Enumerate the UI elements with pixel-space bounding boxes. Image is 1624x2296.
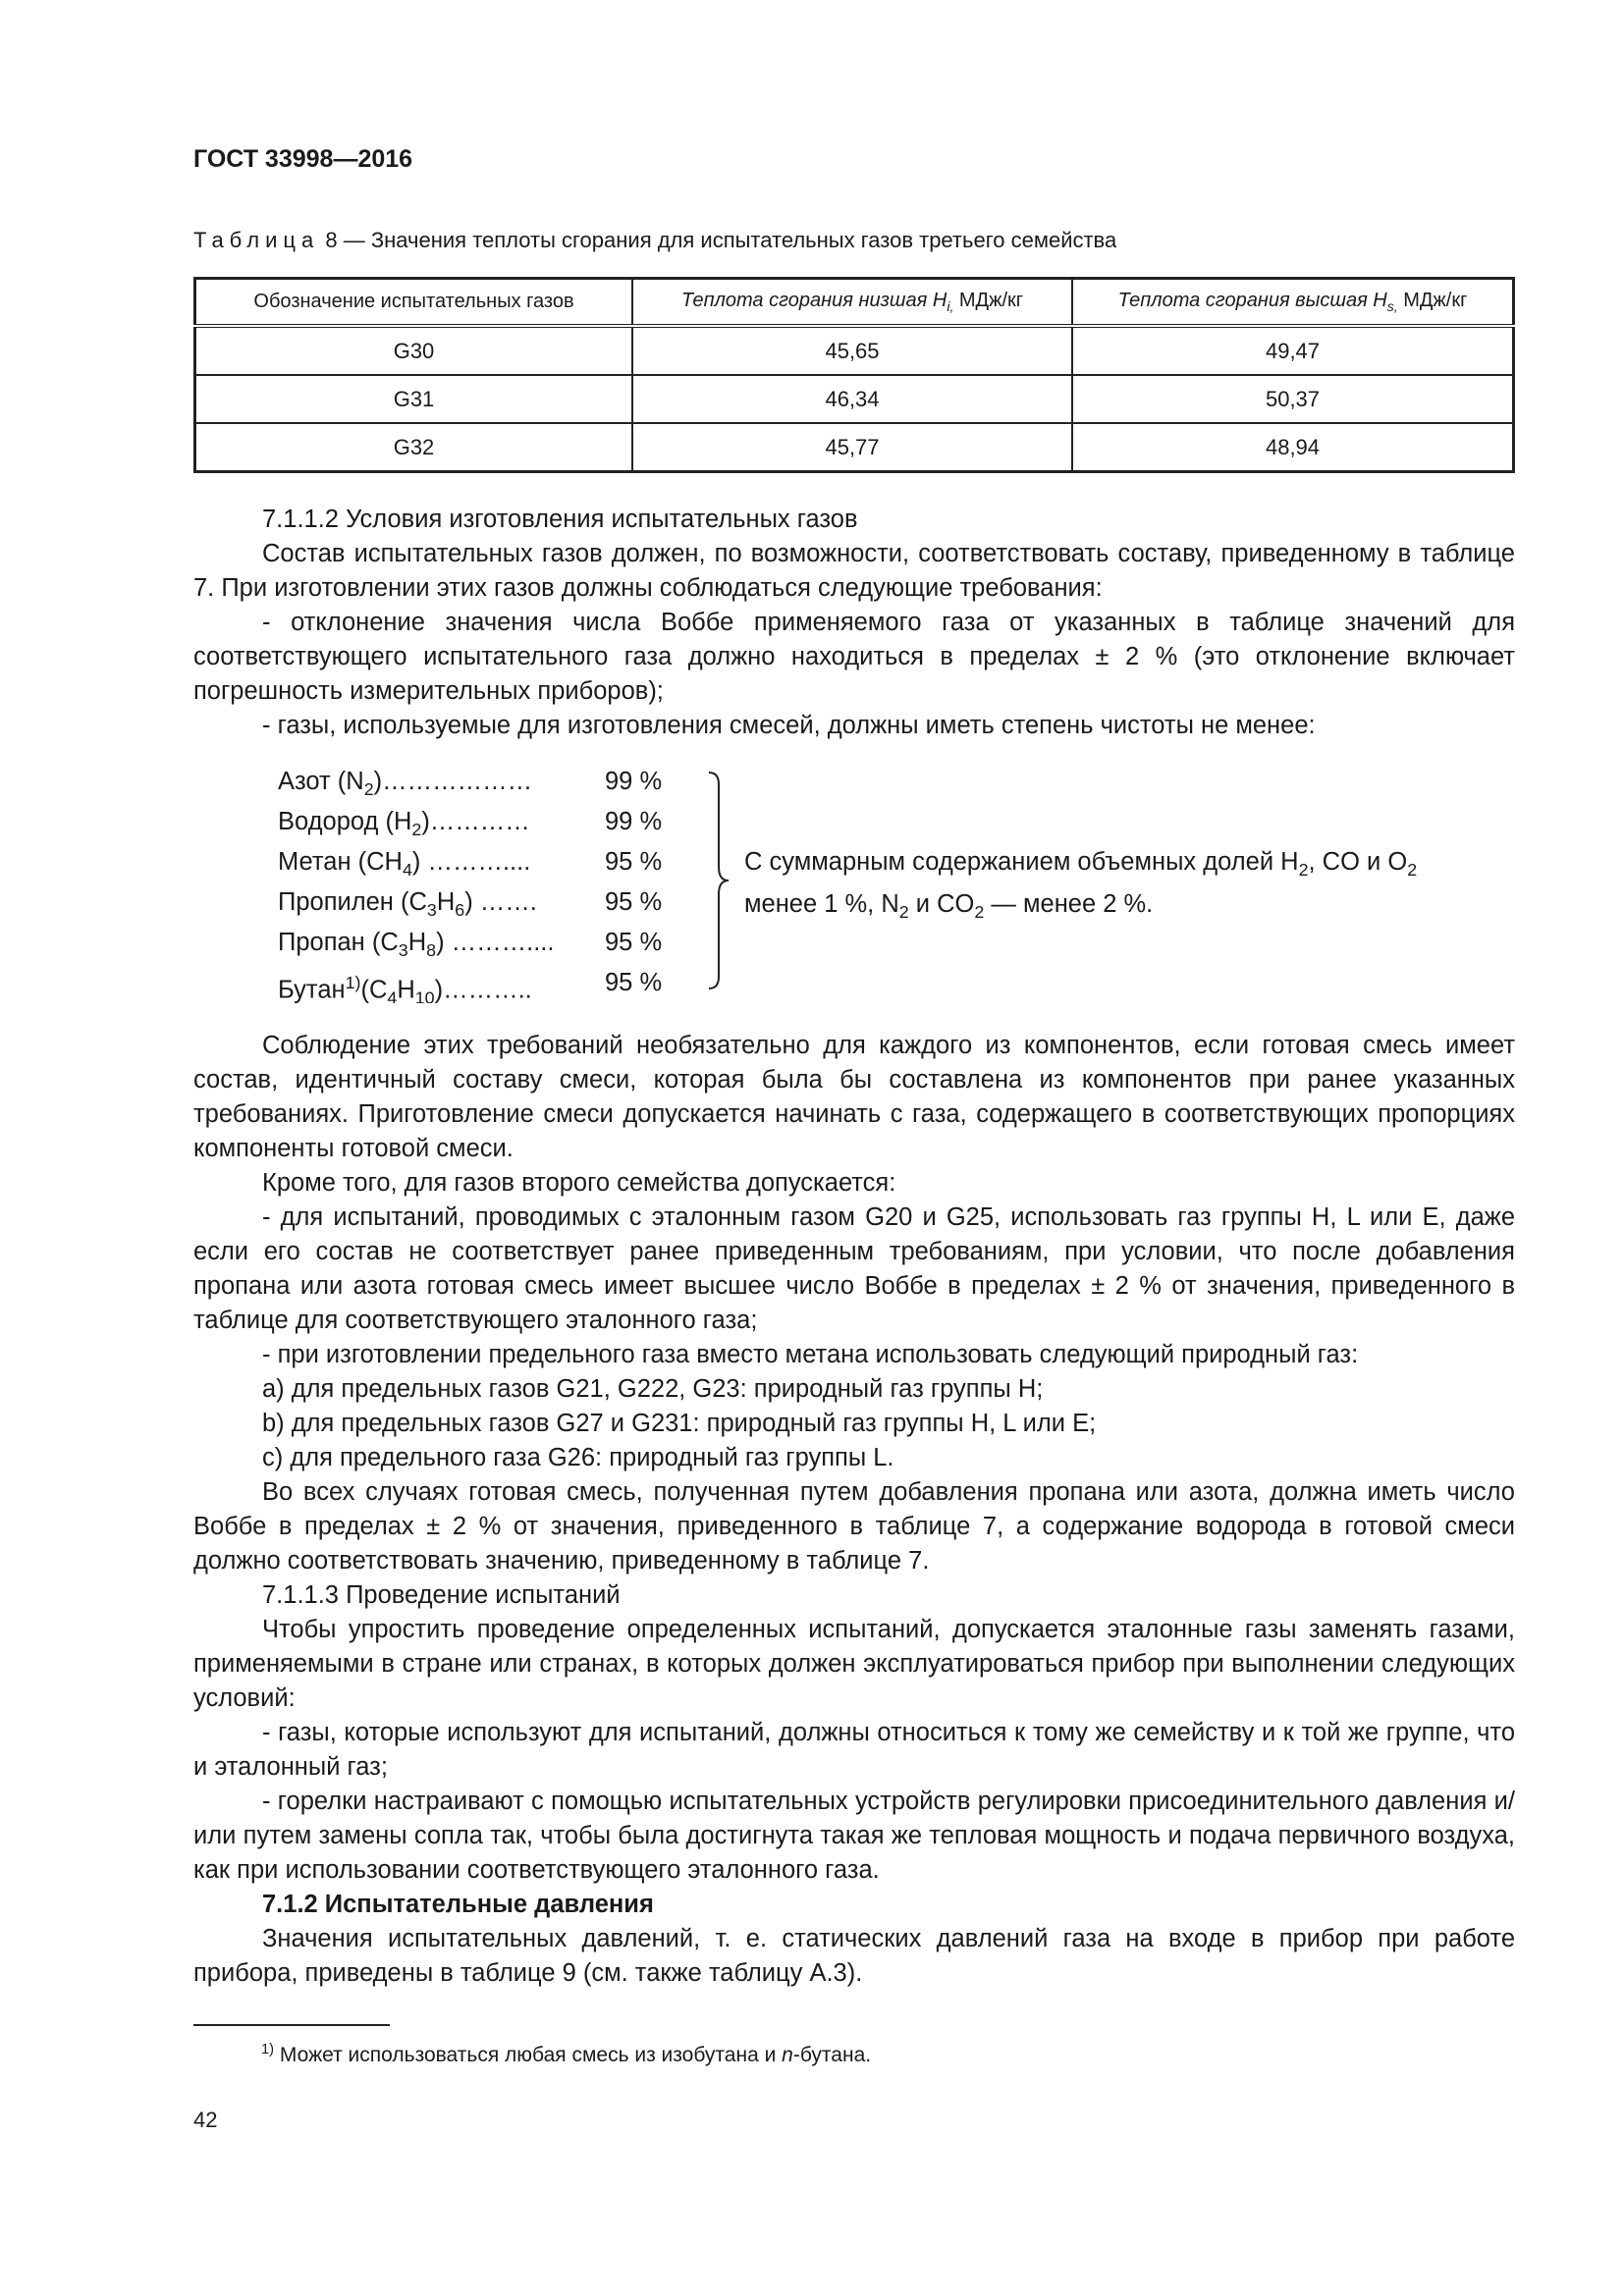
body-text — [193, 1029, 1515, 1991]
section-heading: 7.1.1.2 Условия изготовления испытательных газов — [262, 506, 858, 533]
cell-lower-heat: 45,65 — [632, 326, 1072, 375]
paragraph: - для испытаний, проводимых с эталонным газом G20 и G25, использовать газ группы H, L или E, даже если его состав не соответствует ранее приведенным требованиям, при условии, что после добавления пропана или азота готовая смесь имеет высшее число Воббе в пределах ± 2 % от значения, приведенного в таблице для соответствующего эталонного газа; — [193, 1203, 1515, 1334]
table-row — [195, 423, 1514, 472]
footnote: $^{1)}$ Может использоваться любая смесь из изобутана и n-бутана. — [261, 2042, 872, 2066]
cell-gas: G31 — [195, 375, 633, 423]
cell-gas: G30 — [195, 326, 633, 375]
brace-note-line-2: менее 1 %, $N_2$ и $CO_2$ — менее 2 %. — [744, 890, 1154, 923]
column-header-gas: Обозначение испытательных газов — [195, 279, 633, 327]
table-row — [195, 326, 1514, 375]
list-item: $Бутан^{1)}(C_4H_{10})\dots\dots\dots$.. 95 % — [278, 969, 663, 1003]
paragraph: - отклонение значения числа Воббе применяемого газа от указанных в таблице значений для соответствующего испытательного газа должно находиться в пределах ± 2 % (это отклонение включает погрешность измерительных приборов); — [193, 609, 1515, 705]
paragraph: - газы, используемые для изготовления смесей, должны иметь степень чистоты не менее: — [262, 712, 1316, 739]
paragraph: Значения испытательных давлений, т. е. статических давлений газа на входе в прибор при работе прибора, приведены в таблице 9 (см. также таблицу А.3). — [193, 1925, 1515, 1987]
table-row — [195, 375, 1514, 423]
list-item: Метан $(CH_4)$ ……….... 95 % — [278, 848, 663, 881]
cell-lower-heat: 45,77 — [632, 423, 1072, 472]
paragraph: - при изготовлении предельного газа вместо метана использовать следующий природный газ: — [262, 1341, 1359, 1368]
paragraph: - газы, которые используют для испытаний, должны относиться к тому же семейству и к той же группе, что и эталонный газ; — [193, 1719, 1515, 1781]
paragraph: Кроме того, для газов второго семейства допускается: — [262, 1169, 896, 1197]
cell-higher-heat: 49,47 — [1072, 326, 1514, 375]
table-caption-text: 8 — Значения теплоты сгорания для испытательных газов третьего семейства — [319, 228, 1117, 252]
paragraph: Соблюдение этих требований необязательно для каждого из компонентов, если готовая смесь имеет состав, идентичный составу смеси, которая была бы составлена из компонентов при ранее указанных требованиях. Приготовление смеси допускается начинать с газа, содержащего в соответствующих пропорциях компоненты готовой смеси. — [193, 1032, 1515, 1162]
list-item: Пропан $(C_3H_8)$ ……….... 95 % — [278, 929, 663, 961]
table-header-row — [195, 279, 1514, 327]
page-number: 42 — [193, 2108, 218, 2132]
paragraph: Состав испытательных газов должен, по возможности, соответствовать составу, приведенному в таблице 7. При изготовлении этих газов должны соблюдаться следующие требования: — [193, 540, 1515, 602]
table-caption — [193, 228, 1116, 253]
paragraph: Чтобы упростить проведение определенных испытаний, допускается эталонные газы заменять газами, применяемыми в стране или странах, в которых должен эксплуатироваться прибор при выполнении следующих условий: — [193, 1616, 1515, 1712]
list-item: Азот $(N_2)\dots\dots\dots\dots\dots\dots$ 99 % — [278, 768, 663, 800]
paragraph: Во всех случаях готовая смесь, полученная путем добавления пропана или азота, должна иметь число Воббе в пределах ± 2 % от значения, приведенного в таблице 7, а содержание водорода в готовой смеси должно соответствовать значению, приведенному в таблице 7. — [193, 1478, 1515, 1575]
right-brace-icon — [705, 771, 734, 990]
heat-of-combustion-table — [193, 277, 1515, 473]
column-header-higher-heat: Теплота сгорания высшая $H_{s,}$ МДж/кг — [1072, 279, 1514, 327]
footnote-mark: 1) — [261, 2042, 275, 2057]
section-heading: 7.1.1.3 Проведение испытаний — [262, 1581, 621, 1609]
table-caption-label: Таблица — [193, 228, 320, 252]
paragraph: - горелки настраивают с помощью испытательных устройств регулировки присоединительного давления и/или путем замены сопла так, чтобы была достигнута такая же тепловая мощность и подача первичного воздуха, как при использовании соответствующего эталонного газа. — [193, 1788, 1515, 1884]
brace-note — [744, 845, 1520, 930]
list-item: c) для предельного газа G26: природный газ группы L. — [262, 1444, 894, 1471]
list-item: Водород $(H_2)\dots\dots\dots\dots$ 99 % — [278, 808, 663, 840]
cell-lower-heat: 46,34 — [632, 375, 1072, 423]
list-item: a) для предельных газов G21, G222, G23: природный газ группы H; — [262, 1375, 1044, 1403]
cell-higher-heat: 50,37 — [1072, 375, 1514, 423]
cell-gas: G32 — [195, 423, 633, 472]
column-header-lower-heat: Теплота сгорания низшая $H_{i,}$ МДж/кг — [632, 279, 1072, 327]
list-item: b) для предельных газов G27 и G231: природный газ группы H, L или E; — [262, 1410, 1097, 1437]
footnote-divider — [193, 2024, 390, 2026]
purity-list — [278, 762, 674, 1003]
brace-note-line-1: С суммарным содержанием объемных долей $H_2$, CO и $O_2$ — [744, 848, 1418, 881]
list-item: Пропилен $(C_3H_6)$ ……. 95 % — [278, 888, 663, 921]
section-7-1-1-2 — [193, 503, 1515, 743]
document-header: ГОСТ 33998—2016 — [193, 145, 413, 173]
section-heading: 7.1.2 Испытательные давления — [262, 1891, 654, 1918]
cell-higher-heat: 48,94 — [1072, 423, 1514, 472]
